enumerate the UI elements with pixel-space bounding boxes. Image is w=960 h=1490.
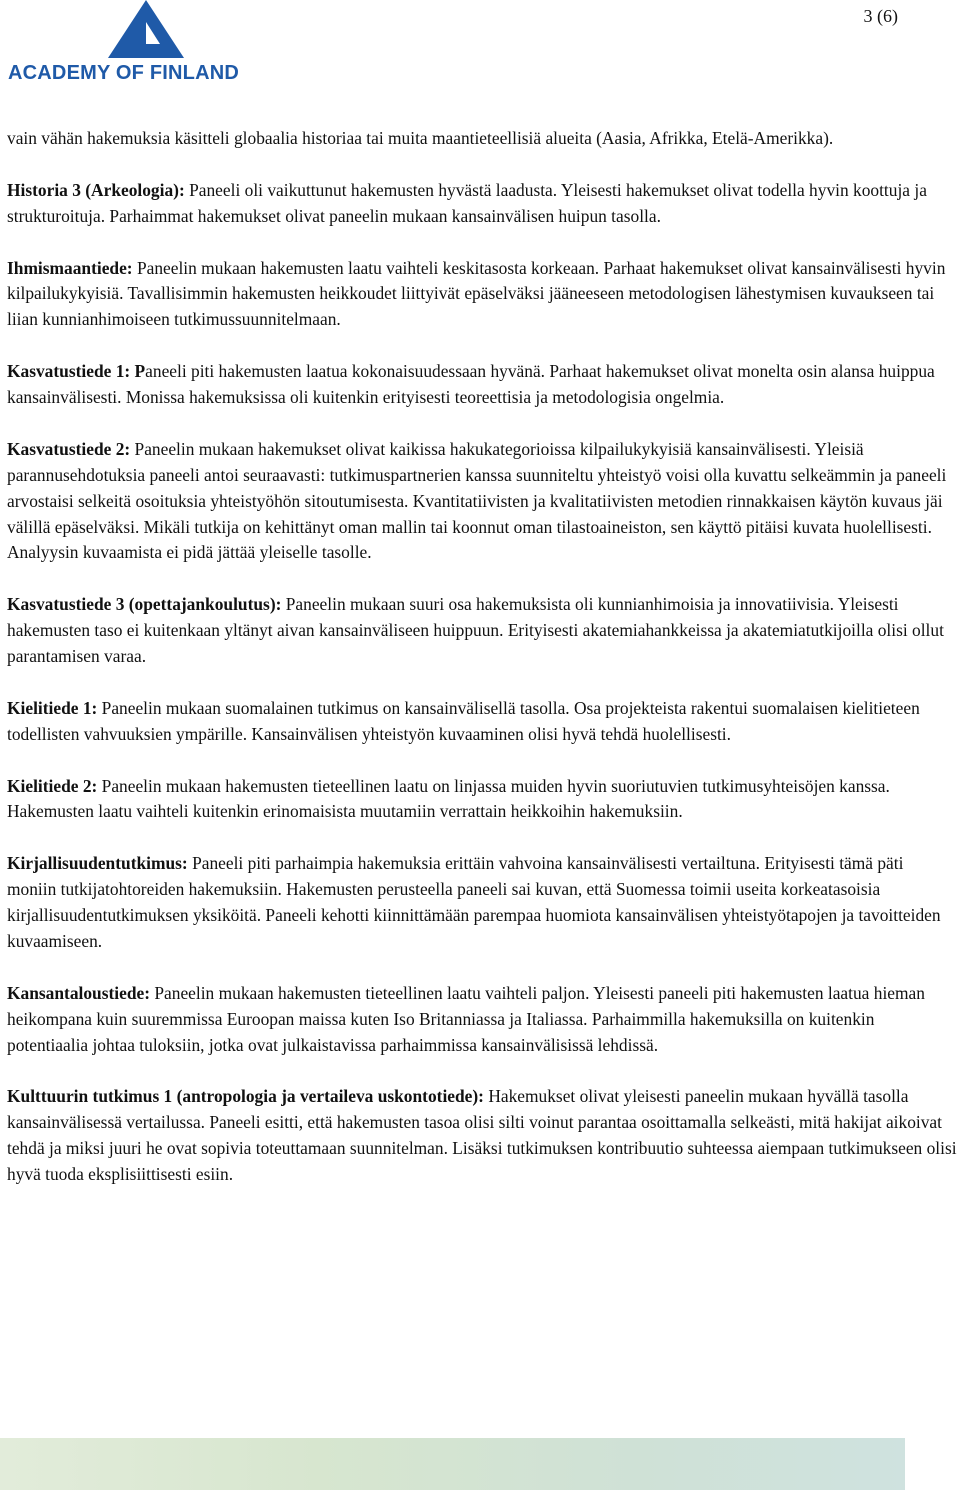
section-ihmismaantiede xyxy=(7,256,957,334)
section-heading: Kasvatustiede 1: P xyxy=(7,361,146,382)
page-number: 3 (6) xyxy=(863,6,898,26)
section-text: Paneelin mukaan suomalainen tutkimus on kansainvälisellä tasolla. Osa projekteista rakentui suomalaisen kielitieteen todellisten vahvuuksien ympärille. Kansainvälisen yhteistyön kuvaaminen olisi hyvä tehdä huolellisesti. xyxy=(7,697,920,744)
section-text: Paneelin mukaan hakemusten tieteellinen laatu on linjassa muiden hyvin suoriutuvien tutkimusyhteisöjen kanssa. Hakemusten laatu vaihteli kuitenkin erinomaisista muutamiin verrattain heikkoihin hakemuksiin. xyxy=(7,775,890,822)
academy-of-finland-logo xyxy=(8,0,276,86)
section-heading: Kielitiede 1: xyxy=(7,697,98,718)
section-kasvatustiede-2 xyxy=(7,437,957,567)
section-heading: Historia 3 (Arkeologia): xyxy=(7,179,185,200)
section-text: Paneelin mukaan hakemukset olivat kaikissa hakukategorioissa kilpailukykyisiä kansainvälisesti. Yleisiä parannusehdotuksia paneeli antoi seuraavasti: tutkimuspartnerien kanssa suunniteltu yhteistyö voisi olla kuvattu selkeämmin ja paneeli arvostaisi selkeitä osoituksia yhteistyöhön sitoutumisesta. Kvantitatiivisten ja kvalitatiivisten metodien rinnakkaisen käytön kuvaus jäi välillä epäselväksi. Mikäli tutkija on kehittänyt oman mallin tai koonnut oman tilastoaineiston, sen käyttö pitäisi kuvata huolellisesti. Analyysin kuvaamista ei pidä jättää yleiselle tasolle. xyxy=(7,438,947,563)
document-body xyxy=(7,126,957,1214)
section-text: Paneeli piti parhaimpia hakemuksia erittäin vahvoina kansainvälisesti vertailtuna. Erityisesti tämä päti moniin tutkijatohtoreiden hakemuksiin. Hakemusten perusteella paneeli sai kuvan, että Suomessa toimii useita korkeatasoisia kirjallisuudentutkimuksen yksiköitä. Paneeli kehotti kiinnittämään parempaa huomiota kansainvälisen yhteistyötapojen ja tavoitteiden kuvaamiseen. xyxy=(7,853,941,951)
footer-decoration-band xyxy=(0,1438,905,1490)
triangle-logo-icon xyxy=(108,0,184,58)
intro-paragraph: vain vähän hakemuksia käsitteli globaalia historiaa tai muita maantieteellisiä alueita (Aasia, Afrikka, Etelä-Amerikka). xyxy=(7,128,834,148)
section-historia-3 xyxy=(7,178,957,230)
section-kansantaloustiede xyxy=(7,981,957,1059)
section-heading: Kasvatustiede 2: xyxy=(7,438,131,459)
section-kirjallisuudentutkimus xyxy=(7,851,957,955)
section-kasvatustiede-1 xyxy=(7,359,957,411)
section-heading: Kulttuurin tutkimus 1 (antropologia ja vertaileva uskontotiede): xyxy=(7,1086,484,1107)
section-heading: Ihmismaantiede: xyxy=(7,257,133,278)
section-heading: Kielitiede 2: xyxy=(7,775,98,796)
section-kielitiede-1 xyxy=(7,696,957,748)
section-text: Paneelin mukaan suuri osa hakemuksista oli kunnianhimoisia ja innovatiivisia. Yleisesti hakemusten taso ei kuitenkaan yltänyt aivan kansainväliseen huippuun. Erityisesti akatemiahankkeissa ja akatemiatutkijoilla olisi ollut parantamisen varaa. xyxy=(7,594,944,667)
section-text: Hakemukset olivat yleisesti paneelin mukaan hyvällä tasolla kansainvälisessä vertailussa. Paneeli esitti, että hakemusten tasoa olisi silti voinut parantaa osoittamalla selkeästi, mitä hakijat aikoivat tehdä ja miksi juuri he ovat sopivia toteuttamaan suunnitelman. Lisäksi tutkimuksen kontribuutio suhteessa aiempaan tutkimukseen olisi hyvä tuoda eksplisiittisesti esiin. xyxy=(7,1086,957,1185)
section-heading: Kansantaloustiede: xyxy=(7,982,151,1003)
section-text: Paneelin mukaan hakemusten laatu vaihteli keskitasosta korkeaan. Parhaat hakemukset olivat kansainvälisesti hyvin kilpailukykyisiä. Tavallisimmin hakemusten heikkoudet liittyivät epäselväksi jääneeseen metodologisen lähestymisen kuvaukseen tai liian kunnianhimoiseen tutkimussuunnitelmaan. xyxy=(7,257,946,330)
section-text: aneeli piti hakemusten laatua kokonaisuudessaan hyvänä. Parhaat hakemukset olivat monelta osin alansa huippua kansainvälisesti. Monissa hakemuksissa oli kuitenkin erityisesti teoreettisia ja metodologisia ongelmia. xyxy=(7,361,935,408)
section-text: Paneelin mukaan hakemusten tieteellinen laatu vaihteli paljon. Yleisesti paneeli piti hakemusten laatua hieman heikompana kuin suuremmissa Euroopan maissa kuten Iso Britanniassa ja Italiassa. Parhaimmilla hakemuksilla on kuitenkin potentiaalia johtaa tuloksiin, jotka ovat julkaistavissa parhaimmissa kansainvälisissä lehdissä. xyxy=(7,982,925,1055)
section-kasvatustiede-3 xyxy=(7,592,957,670)
section-kulttuurin-tutkimus-1 xyxy=(7,1084,957,1188)
section-kielitiede-2 xyxy=(7,774,957,826)
section-text: Paneeli oli vaikuttunut hakemusten hyvästä laadusta. Yleisesti hakemukset olivat todella hyvin koottuja ja strukturoituja. Parhaimmat hakemukset olivat paneelin mukaan kansainvälisen huipun tasolla. xyxy=(7,179,927,226)
section-heading: Kasvatustiede 3 (opettajankoulutus): xyxy=(7,594,282,615)
logo-text: ACADEMY OF FINLAND xyxy=(8,62,240,84)
section-heading: Kirjallisuudentutkimus: xyxy=(7,853,188,874)
